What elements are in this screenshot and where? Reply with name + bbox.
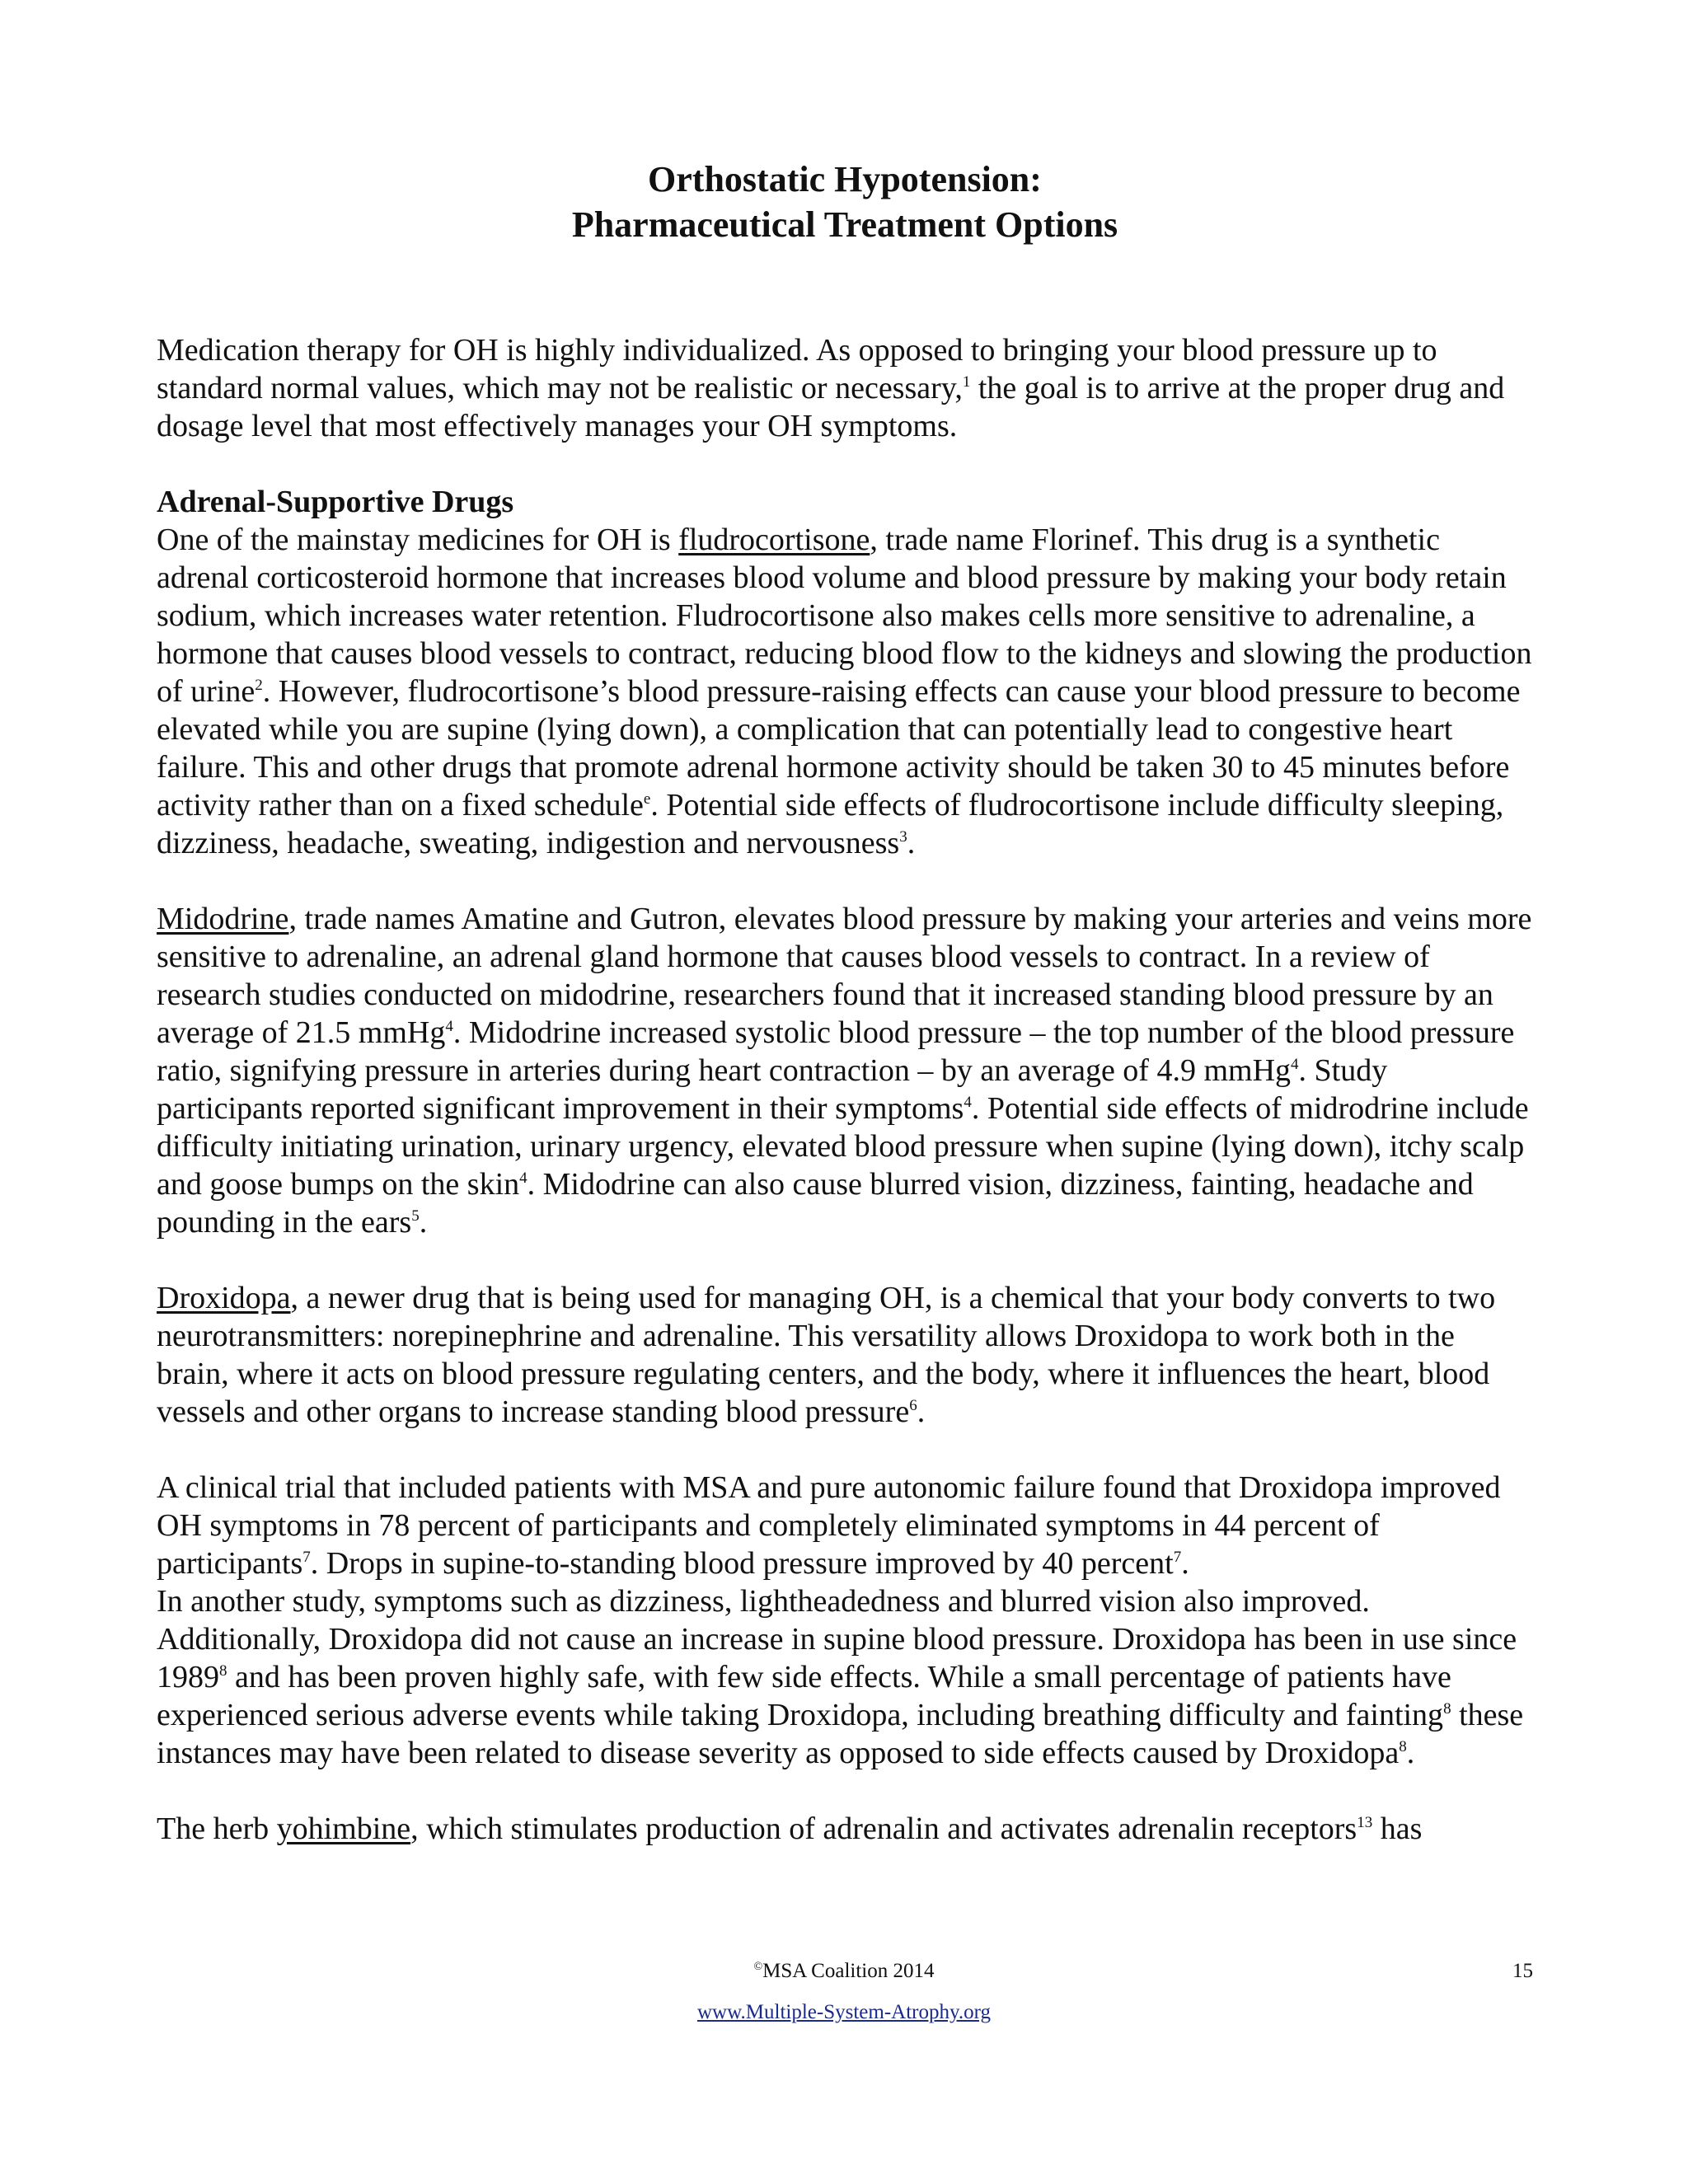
clinical-trial-paragraph: A clinical trial that included patients with MSA and pure autonomic failure found that Droxidopa improved OH symptoms in 78 percent of participants and completely eliminated symptoms in 44 percent of participants$^7$. Drops in supine-to-standing blood pressure improved by 40 percent$^7$. [157, 1470, 1501, 1581]
another-study-paragraph: In another study, symptoms such as dizziness, lightheadedness and blurred vision also improved. Additionally, Droxidopa did not cause an increase in supine blood pressure. Droxidopa has been in use since 1989$^8$ and has been proven highly safe, with few side effects. While a small percentage of patients have experienced serious adverse events while taking Droxidopa, including breathing difficulty and fainting$^8$ these instances may have been related to disease severity as opposed to side effects caused by Droxidopa$^8$. [157, 1584, 1524, 1770]
fludrocortisone-paragraph: One of the mainstay medicines for OH is fludrocortisone, trade name Florinef. This drug is a synthetic adrenal corticosteroid hormone that increases blood volume and blood pressure by making your body retain sodium, which increases water retention. Fludrocortisone also makes cells more sensitive to adrenaline, a hormone that causes blood vessels to contract, reducing blood flow to the kidneys and slowing the production of urine$^2$. However, fludrocortisone’s blood pressure-raising effects can cause your blood pressure to become elevated while you are supine (lying down), a complication that can potentially lead to congestive heart failure. This and other drugs that promote adrenal hormone activity should be taken 30 to 45 minutes before activity rather than on a fixed schedule$^e$. Potential side effects of fludrocortisone include difficulty sleeping, dizziness, headache, sweating, indigestion and nervousness$^3$. [157, 523, 1532, 860]
footnote-ref: 4 [519, 1169, 528, 1187]
footnote-ref: e [643, 790, 651, 808]
section-heading-adrenal: Adrenal-Supportive Drugs [157, 485, 514, 519]
footnote-ref: 1 [962, 373, 971, 391]
page-number: 15 [1512, 1960, 1533, 1982]
yohimbine-paragraph: The herb yohimbine, which stimulates production of adrenalin and activates adrenalin receptors$^{13}$ has [157, 1811, 1423, 1846]
footnote-ref: 4 [445, 1018, 453, 1035]
copyright-symbol: © [753, 1961, 763, 1973]
footnote-ref: 5 [411, 1207, 420, 1225]
title-line-2: Pharmaceutical Treatment Options [571, 204, 1118, 245]
footnote-ref: 7 [1173, 1549, 1182, 1566]
fludrocortisone-term: fludrocortisone [678, 523, 870, 557]
footnote-ref: 4 [964, 1094, 972, 1111]
copyright-notice: ©MSA Coalition 2014 [753, 1960, 935, 1982]
footnote-ref: 8 [1443, 1700, 1451, 1718]
yohimbine-term: yohimbine [276, 1811, 411, 1846]
droxidopa-term: Droxidopa [157, 1281, 291, 1315]
page-title [157, 157, 1533, 247]
footnote-ref: 8 [1399, 1738, 1407, 1755]
document-page [157, 157, 1533, 1848]
footnote-ref: 6 [909, 1397, 917, 1414]
midodrine-paragraph: Midodrine, trade names Amatine and Gutron, elevates blood pressure by making your arteries and veins more sensitive to adrenaline, an adrenal gland hormone that causes blood vessels to contract. In a review of research studies conducted on midodrine, researchers found that it increased standing blood pressure by an average of 21.5 mmHg$^4$. Midodrine increased systolic blood pressure – the top number of the blood pressure ratio, signifying pressure in arteries during heart contraction – by an average of 4.9 mmHg$^4$. Study participants reported significant improvement in their symptoms$^4$. Potential side effects of midrodrine include difficulty initiating urination, urinary urgency, elevated blood pressure when supine (lying down), itchy scalp and goose bumps on the skin$^4$. Midodrine can also cause blurred vision, dizziness, fainting, headache and pounding in the ears$^5$. [157, 902, 1532, 1240]
droxidopa-paragraph: Droxidopa, a newer drug that is being used for managing OH, is a chemical that your body converts to two neurotransmitters: norepinephrine and adrenaline. This versatility allows Droxidopa to work both in the brain, where it acts on blood pressure regulating centers, and the body, where it influences the heart, blood vessels and other organs to increase standing blood pressure$^6$. [157, 1281, 1496, 1429]
footnote-ref: 8 [219, 1662, 227, 1680]
footnote-ref: 2 [255, 677, 263, 694]
midodrine-term: Midodrine [157, 902, 289, 936]
title-line-1: Orthostatic Hypotension: [648, 159, 1042, 199]
website-link[interactable]: www.Multiple-System-Atrophy.org [697, 2001, 991, 2023]
footnote-ref: 7 [302, 1549, 311, 1566]
footnote-ref: 4 [1291, 1056, 1299, 1073]
footnote-ref: 13 [1357, 1814, 1373, 1831]
intro-paragraph: Medication therapy for OH is highly individualized. As opposed to bringing your blood pressure up to standard normal values, which may not be realistic or necessary,$^1$ the goal is to arrive at the proper drug and dosage level that most effectively manages your OH symptoms. [157, 333, 1505, 443]
document-body [157, 331, 1533, 1848]
footnote-ref: 3 [899, 828, 907, 846]
